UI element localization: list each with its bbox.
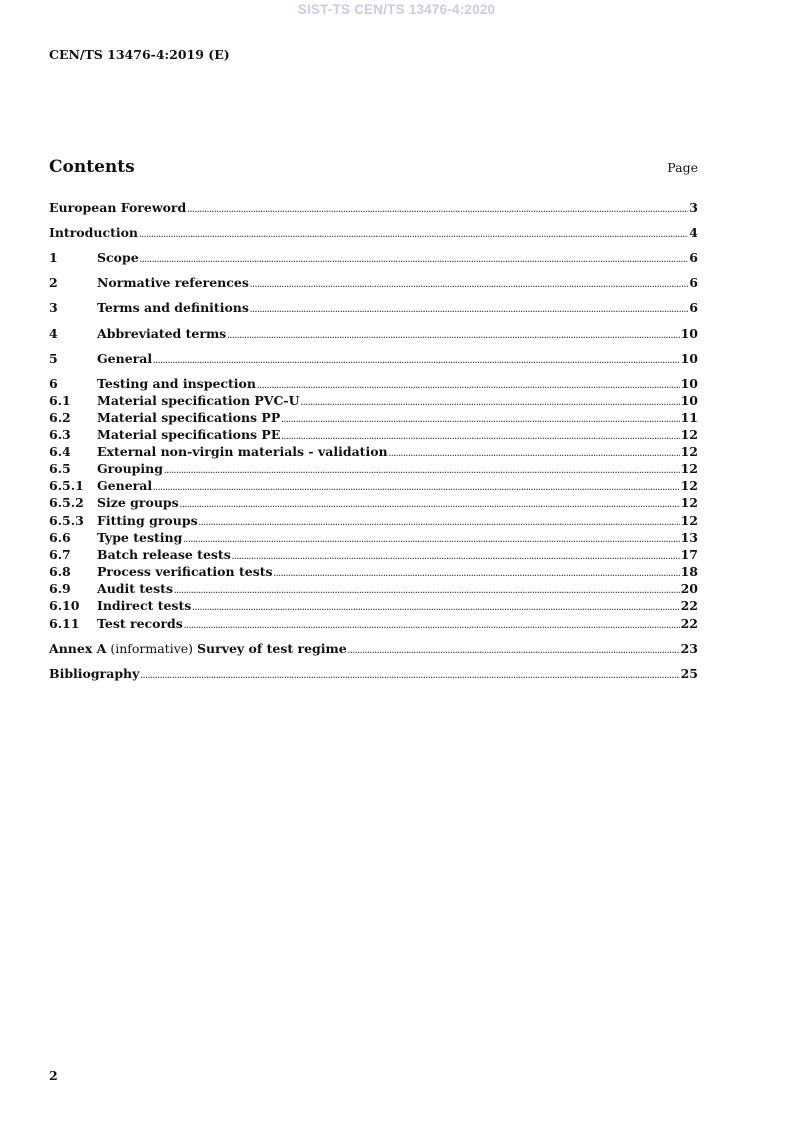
toc-entry-number: 5	[49, 351, 58, 366]
annex-title: Survey of test regime	[197, 641, 347, 656]
toc-entry-page: 11	[680, 410, 698, 425]
toc-entry[interactable]	[49, 443, 698, 460]
toc-entry-number: 6.2	[49, 410, 71, 425]
toc-entry[interactable]	[49, 563, 698, 580]
toc-entry[interactable]	[49, 460, 698, 477]
toc-entry-title: Normative references	[97, 275, 249, 290]
toc-entry[interactable]	[49, 494, 698, 511]
toc-entry-number: 6.10	[49, 598, 80, 613]
footer-page-number: 2	[49, 1068, 58, 1083]
toc-entry-page: 12	[680, 444, 698, 459]
toc-entry-annex-a[interactable]	[49, 640, 698, 657]
toc-entry[interactable]	[49, 392, 698, 409]
toc-entry-title: Material specifications PP	[97, 410, 281, 425]
toc-entry-title: Scope	[97, 250, 139, 265]
toc-entry-page: 12	[680, 513, 698, 528]
toc-entry-title: Fitting groups	[97, 513, 198, 528]
toc-entry-number: 6.5	[49, 461, 71, 476]
toc-entry-page: 25	[680, 666, 698, 681]
toc-leader-dots	[180, 496, 680, 513]
toc-leader-dots	[187, 201, 688, 218]
toc-entry-number: 6.4	[49, 444, 71, 459]
toc-entry[interactable]	[49, 274, 698, 291]
toc-entry-title: External non-virgin materials - validation	[97, 444, 388, 459]
toc-entry-number: 6.3	[49, 427, 71, 442]
toc-entry-number: 3	[49, 300, 58, 315]
toc-entry-title: Testing and inspection	[97, 376, 256, 391]
toc-entry-page: 10	[680, 351, 698, 366]
toc-entry[interactable]	[49, 580, 698, 597]
toc-entry[interactable]	[49, 546, 698, 563]
toc-entry-title: Bibliography	[49, 666, 140, 681]
toc-entry-page: 10	[680, 393, 698, 408]
toc-entry-title: General	[97, 351, 153, 366]
toc-entry-number: 6.7	[49, 547, 71, 562]
annex-qualifier: (informative)	[106, 641, 198, 656]
toc-leader-dots	[140, 667, 679, 684]
toc-entry-number: 6	[49, 376, 58, 391]
document-id: CEN/TS 13476-4:2019 (E)	[49, 47, 230, 62]
toc-entry-page: 17	[680, 547, 698, 562]
toc-entry-page: 3	[689, 200, 698, 215]
toc-entry-title: Material specifications PE	[97, 427, 281, 442]
toc-entry-number: 6.8	[49, 564, 71, 579]
toc-entry-title: Introduction	[49, 225, 139, 240]
toc-entry[interactable]	[49, 426, 698, 443]
toc-entry-title	[49, 640, 347, 657]
toc-entry[interactable]	[49, 615, 698, 632]
toc-leader-dots	[250, 301, 688, 318]
toc-entry[interactable]	[49, 529, 698, 546]
toc-entry[interactable]	[49, 299, 698, 316]
toc-entry[interactable]	[49, 409, 698, 426]
toc-entry[interactable]	[49, 249, 698, 266]
toc-entry-page: 4	[689, 225, 698, 240]
toc-entry-number: 4	[49, 326, 58, 341]
contents-title: Contents	[49, 157, 135, 177]
toc-entry-title: Abbreviated terms	[97, 326, 227, 341]
toc-entry-title: Process verification tests	[97, 564, 273, 579]
toc-leader-dots	[192, 599, 679, 616]
toc-leader-dots	[348, 642, 680, 659]
toc-entry-title: Audit tests	[97, 581, 173, 596]
toc-entry[interactable]	[49, 665, 698, 682]
toc-entry-page: 6	[689, 300, 698, 315]
page-column-label: Page	[667, 160, 698, 175]
toc-entry-title: Test records	[97, 616, 183, 631]
toc-entry-page: 22	[680, 616, 698, 631]
toc-entry-title: Size groups	[97, 495, 179, 510]
toc-leader-dots	[227, 327, 679, 344]
toc-entry-title: Material specification PVC-U	[97, 393, 300, 408]
toc-entry-number: 6.1	[49, 393, 71, 408]
toc-entry-page: 22	[680, 598, 698, 613]
toc-entry[interactable]	[49, 325, 698, 342]
toc-entry-title: European Foreword	[49, 200, 187, 215]
toc-entry-title: Type testing	[97, 530, 183, 545]
toc-entry[interactable]	[49, 224, 698, 241]
toc-entry[interactable]	[49, 477, 698, 494]
toc-entry-title: Grouping	[97, 461, 164, 476]
toc-entry-page: 6	[689, 250, 698, 265]
toc-entry[interactable]	[49, 597, 698, 614]
toc-leader-dots	[250, 276, 688, 293]
toc-entry-title: Indirect tests	[97, 598, 192, 613]
toc-entry-page: 10	[680, 376, 698, 391]
toc-entry-number: 6.5.1	[49, 478, 84, 493]
toc-entry[interactable]	[49, 350, 698, 367]
toc-entry-title: Terms and definitions	[97, 300, 249, 315]
toc-leader-dots	[153, 352, 679, 369]
toc-entry-page: 10	[680, 326, 698, 341]
toc-entry-number: 6.11	[49, 616, 80, 631]
toc-entry-page: 18	[680, 564, 698, 579]
watermark: SIST-TS CEN/TS 13476-4:2020	[297, 2, 496, 17]
toc-entry[interactable]	[49, 512, 698, 529]
toc-entry-page: 6	[689, 275, 698, 290]
annex-label: Annex A	[49, 641, 107, 656]
toc-entry-number: 2	[49, 275, 58, 290]
toc-leader-dots	[184, 617, 680, 634]
toc-entry-page: 12	[680, 427, 698, 442]
toc-entry-page: 12	[680, 495, 698, 510]
toc-entry-page: 12	[680, 478, 698, 493]
toc-entry-page: 23	[680, 641, 698, 656]
toc-entry[interactable]	[49, 199, 698, 216]
toc-entry-title: General	[97, 478, 153, 493]
toc-entry-number: 1	[49, 250, 58, 265]
toc-entry-number: 6.6	[49, 530, 71, 545]
toc-entry-number: 6.5.3	[49, 513, 84, 528]
toc-entry-page: 20	[680, 581, 698, 596]
toc-entry-number: 6.5.2	[49, 495, 84, 510]
toc-entry-page: 12	[680, 461, 698, 476]
toc-entry-page: 13	[680, 530, 698, 545]
toc-entry[interactable]	[49, 375, 698, 392]
toc-entry-title: Batch release tests	[97, 547, 231, 562]
toc-leader-dots	[140, 251, 689, 268]
toc-entry-number: 6.9	[49, 581, 71, 596]
toc-leader-dots	[139, 226, 688, 243]
